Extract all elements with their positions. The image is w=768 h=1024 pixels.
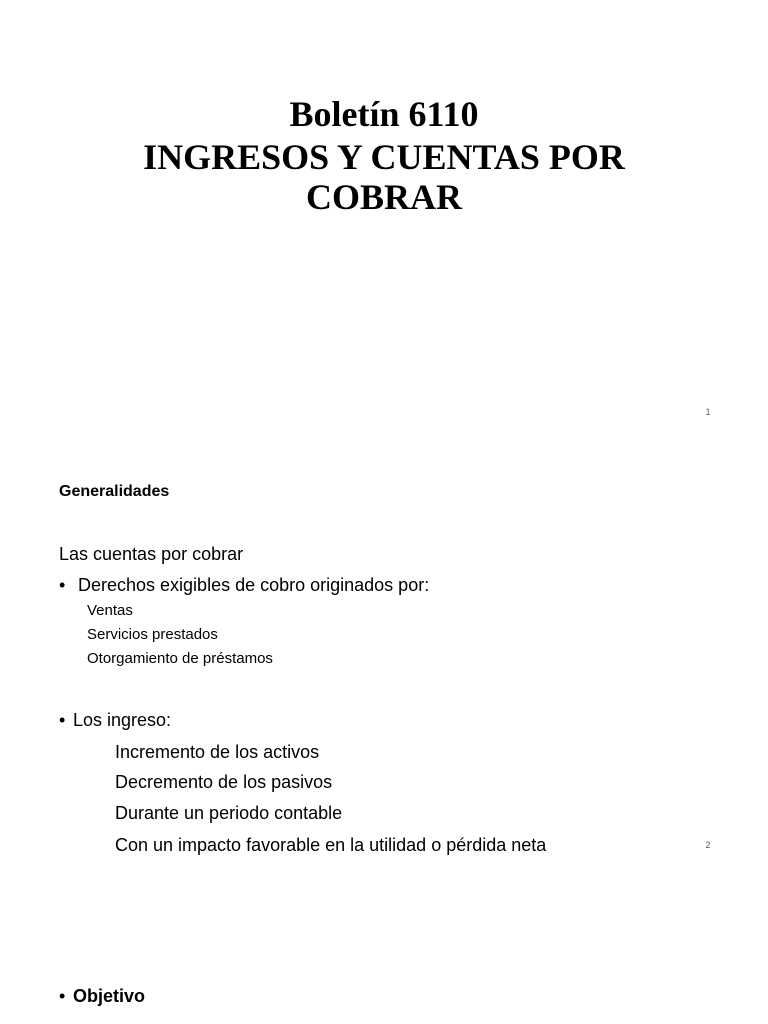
slide-title [0,0,768,432]
list-item: Con un impacto favorable en la utilidad o pérdida neta [115,835,547,855]
bullet-dot: • [59,575,66,595]
page-number: 1 [705,407,711,417]
page-number: 2 [705,840,711,850]
list-item: Otorgamiento de préstamos [87,650,273,667]
slide-generalidades [0,432,768,864]
bullet-dot: • [59,986,66,1006]
slide-heading: Generalidades [59,483,170,500]
bullet-text: Objetivo [73,986,146,1006]
bullet-dot: • [59,710,66,730]
list-item: Durante un periodo contable [115,803,343,823]
title-line-1: Boletín 6110 [289,94,479,134]
title-line-2: INGRESOS Y CUENTAS POR [143,137,625,177]
title-line-3: COBRAR [305,177,462,217]
bullet-text: Los ingreso: [73,710,172,730]
list-item: Servicios prestados [87,626,218,643]
list-item: Incremento de los activos [115,742,320,762]
list-item: Ventas [87,602,133,619]
slide-objetivo [0,864,768,1024]
intro-text: Las cuentas por cobrar [59,544,244,564]
bullet-text: Derechos exigibles de cobro originados por: [78,575,430,595]
list-item: Decremento de los pasivos [115,772,333,792]
